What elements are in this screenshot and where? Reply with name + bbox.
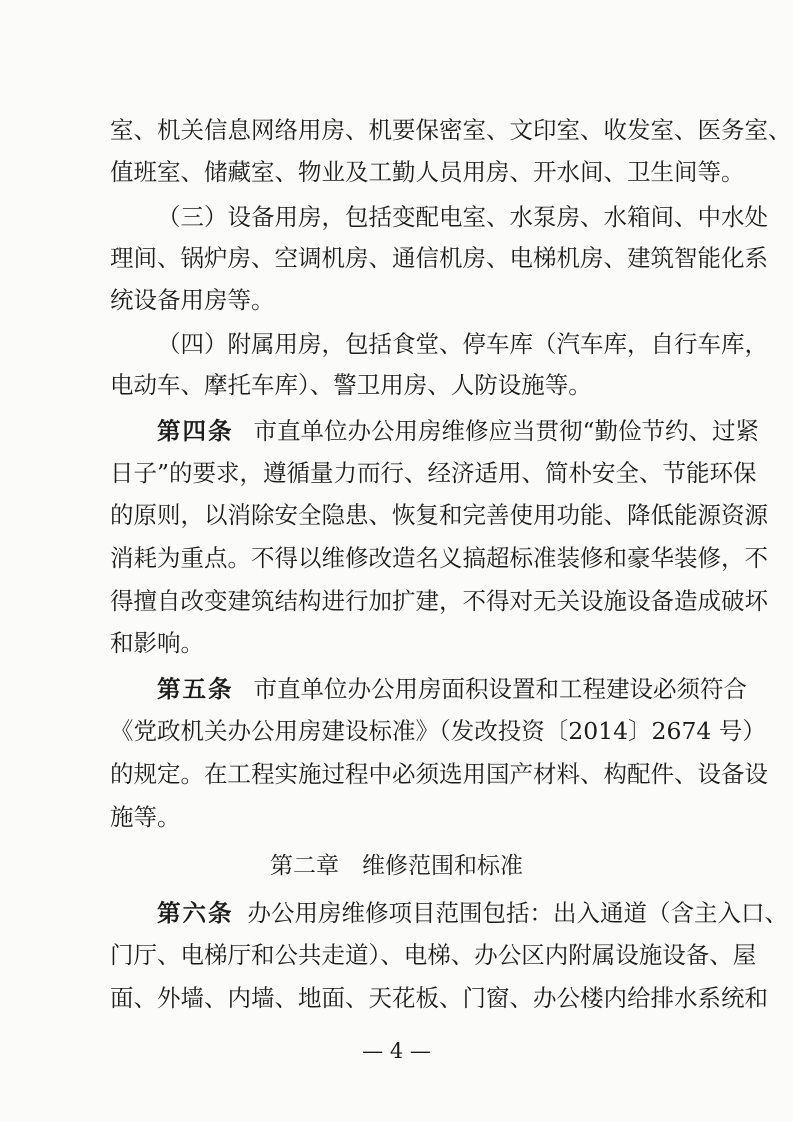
article-5-label: 第五条 xyxy=(157,675,234,703)
article-4-label: 第四条 xyxy=(157,417,234,445)
text-line: 市直单位办公用房面积设置和工程建设必须符合 xyxy=(253,675,747,703)
text-line: 统设备用房等。 xyxy=(110,286,275,314)
article-6-first-line xyxy=(157,898,788,928)
text-line: 《党政机关办公用房建设标准》（发改投资〔2014〕2674 号） xyxy=(110,717,766,745)
text-line: 理间、锅炉房、空调机房、通信机房、电梯机房、建筑智能化系 xyxy=(110,244,768,272)
text-line: （四）附属用房，包括食堂、停车库（汽车库，自行车库， xyxy=(157,330,768,358)
text-line: 施等。 xyxy=(110,803,181,831)
chapter-heading: 第二章 维修范围和标准 xyxy=(270,853,523,879)
page-number: — 4 — xyxy=(362,1039,431,1063)
article-5-first-line xyxy=(157,674,747,704)
text-line: 市直单位办公用房维修应当贯彻“勤俭节约、过紧 xyxy=(253,417,760,445)
text-line: 电动车、摩托车库）、警卫用房、人防设施等。 xyxy=(110,371,592,399)
article-6-label: 第六条 xyxy=(157,899,234,927)
text-line: 得擅自改变建筑结构进行加扩建，不得对无关设施设备造成破坏 xyxy=(110,587,768,615)
text-line: （三）设备用房，包括变配电室、水泵房、水箱间、中水处 xyxy=(157,203,768,231)
text-line: 室、机关信息网络用房、机要保密室、文印室、收发室、医务室、 xyxy=(110,116,792,144)
text-line: 门厅、电梯厅和公共走道）、电梯、办公区内附属设施设备、屋 xyxy=(110,941,757,969)
text-line: 办公用房维修项目范围包括：出入通道（含主入口、 xyxy=(247,899,788,927)
text-line: 面、外墙、内墙、地面、天花板、门窗、办公楼内给排水系统和 xyxy=(110,984,768,1012)
text-line: 和影响。 xyxy=(110,629,204,657)
text-line: 消耗为重点。不得以维修改造名义搞超标准装修和豪华装修，不 xyxy=(110,544,768,572)
text-line: 日子”的要求，遵循量力而行、经济适用、简朴安全、节能环保 xyxy=(110,459,757,487)
text-line: 的原则，以消除安全隐患、恢复和完善使用功能、降低能源资源 xyxy=(110,501,768,529)
article-4-first-line xyxy=(157,416,760,446)
text-line: 值班室、储藏室、物业及工勤人员用房、开水间、卫生间等。 xyxy=(110,158,745,186)
text-line: 的规定。在工程实施过程中必须选用国产材料、构配件、设备设 xyxy=(110,760,768,788)
